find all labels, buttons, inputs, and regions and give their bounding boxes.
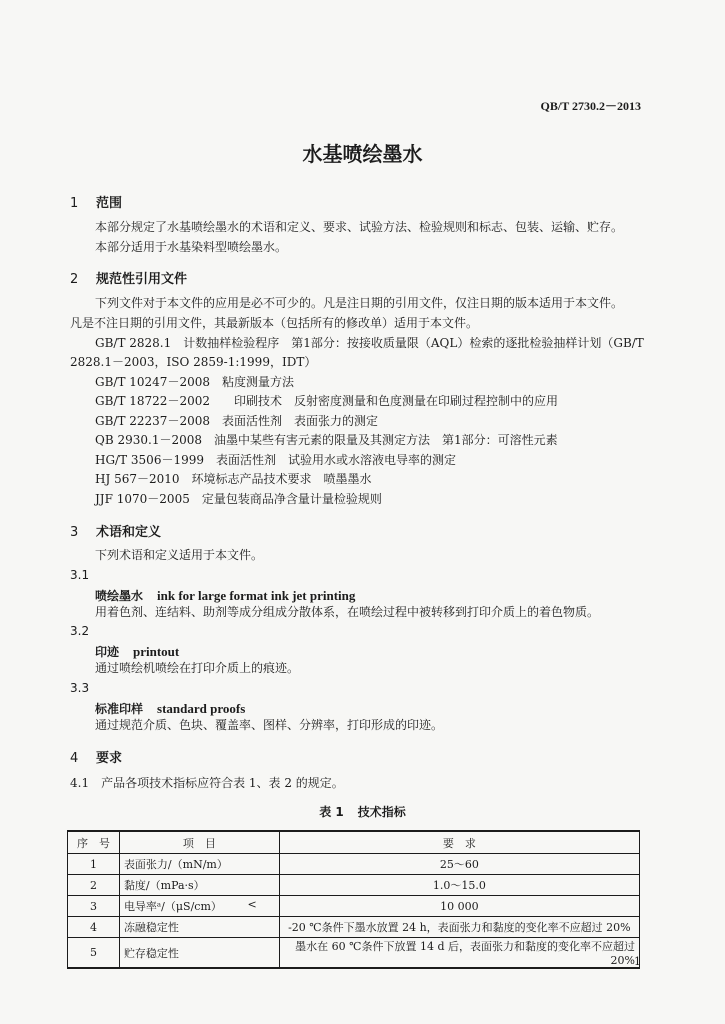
section-title: 规范性引用文件 (96, 272, 188, 287)
term-definition: 用着色剂、连结料、助剂等成分组成分散体系，在喷绘过程中被转移到打印介质上的着色物质。 (95, 605, 600, 619)
term-chinese: 喷绘墨水 (95, 589, 144, 603)
section-number: 4 (70, 751, 79, 766)
table-row (68, 938, 640, 969)
reference-item: GB/T 18722－2002 印刷技术 反射密度测量和色度测量在印刷过程控制中的应用 (95, 394, 558, 408)
cell-item: 表面张力/（mN/m） (119, 854, 279, 875)
term-heading (95, 643, 179, 660)
cell-item: 冻融稳定性 (119, 917, 279, 938)
cell-requirement: 墨水在 60 ℃条件下放置 14 d 后，表面张力和黏度的变化率不应超过 20% (279, 938, 639, 969)
section-title: 范围 (96, 196, 123, 211)
paragraph: 本部分适用于水基染料型喷绘墨水。 (95, 240, 288, 254)
cell-no: 5 (68, 938, 120, 969)
cell-item (119, 896, 279, 917)
table-row (68, 854, 640, 875)
paragraph: 本部分规定了水基喷绘墨水的术语和定义、要求、试验方法、检验规则和标志、包装、运输、贮存。 (95, 220, 624, 234)
cell-requirement: 25～60 (279, 854, 639, 875)
term-number: 3.3 (70, 681, 90, 695)
reference-item: JJF 1070－2005 定量包装商品净含量计量检验规则 (95, 492, 382, 506)
paragraph: 凡是不注日期的引用文件，其最新版本（包括所有的修改单）适用于本文件。 (70, 316, 479, 330)
cell-requirement: 10 000 (279, 896, 639, 917)
cell-item-text: 电导率ᵃ/（μS/cm） (123, 900, 222, 913)
term-number: 3.2 (70, 624, 90, 638)
term-definition: 通过规范介质、色块、覆盖率、图样、分辨率，打印形成的印迹。 (95, 718, 444, 732)
cell-item: 黏度/（mPa·s） (119, 875, 279, 896)
section-number: 2 (70, 272, 79, 287)
section-2-heading (70, 268, 187, 287)
term-english: ink for large format ink jet printing (157, 588, 356, 603)
reference-item: GB/T 2828.1 计数抽样检验程序 第1部分：按接收质量限（AQL）检索的逐批检验抽样计划（GB/T (95, 336, 644, 350)
header-cell-requirement: 要 求 (279, 831, 639, 854)
term-chinese: 印迹 (95, 645, 120, 659)
paragraph: 下列术语和定义适用于本文件。 (95, 548, 264, 562)
standard-code: QB/T 2730.2－2013 (540, 99, 641, 113)
section-title: 要求 (96, 751, 123, 766)
cell-no: 4 (68, 917, 120, 938)
table-header-row (68, 831, 640, 854)
table-label: 表 1 (319, 805, 344, 819)
cell-no: 2 (68, 875, 120, 896)
clause-4-1: 4.1 产品各项技术指标应符合表 1、表 2 的规定。 (70, 776, 344, 790)
reference-item: 2828.1－2003，ISO 2859-1:1999，IDT） (70, 355, 317, 369)
section-4-heading (70, 747, 122, 766)
term-number: 3.1 (70, 568, 90, 582)
section-title: 术语和定义 (96, 525, 162, 540)
technical-indicators-table (67, 830, 640, 969)
cell-no: 3 (68, 896, 120, 917)
document-title: 水基喷绘墨水 (302, 142, 423, 166)
reference-item: HJ 567－2010 环境标志产品技术要求 喷墨墨水 (95, 472, 372, 486)
section-1-heading (70, 192, 122, 211)
less-than-symbol: < (247, 898, 257, 911)
header-cell-item: 项 目 (119, 831, 279, 854)
cell-item: 贮存稳定性 (119, 938, 279, 969)
term-heading (95, 587, 355, 604)
table-row (68, 896, 640, 917)
term-heading (95, 700, 245, 717)
term-definition: 通过喷绘机喷绘在打印介质上的痕迹。 (95, 661, 300, 675)
cell-no: 1 (68, 854, 120, 875)
section-3-heading (70, 521, 161, 540)
page-number: 1 (634, 955, 641, 968)
term-chinese: 标准印样 (95, 702, 144, 716)
term-english: standard proofs (157, 701, 246, 716)
section-number: 1 (70, 196, 79, 211)
table-title: 技术指标 (357, 805, 406, 819)
section-number: 3 (70, 525, 79, 540)
reference-item: GB/T 22237－2008 表面活性剂 表面张力的测定 (95, 414, 378, 428)
cell-requirement: -20 ℃条件下墨水放置 24 h，表面张力和黏度的变化率不应超过 20% (279, 917, 639, 938)
table-row (68, 917, 640, 938)
paragraph: 下列文件对于本文件的应用是必不可少的。凡是注日期的引用文件，仅注日期的版本适用于本文件。 (95, 296, 624, 310)
reference-item: QB 2930.1－2008 油墨中某些有害元素的限量及其测定方法 第1部分：可溶性元素 (95, 433, 558, 447)
reference-item: HG/T 3506－1999 表面活性剂 试验用水或水溶液电导率的测定 (95, 453, 456, 467)
table-caption (0, 803, 725, 820)
header-cell-no: 序 号 (68, 831, 120, 854)
reference-item: GB/T 10247－2008 粘度测量方法 (95, 375, 294, 389)
cell-requirement: 1.0～15.0 (279, 875, 639, 896)
table-row (68, 875, 640, 896)
term-english: printout (133, 644, 180, 659)
